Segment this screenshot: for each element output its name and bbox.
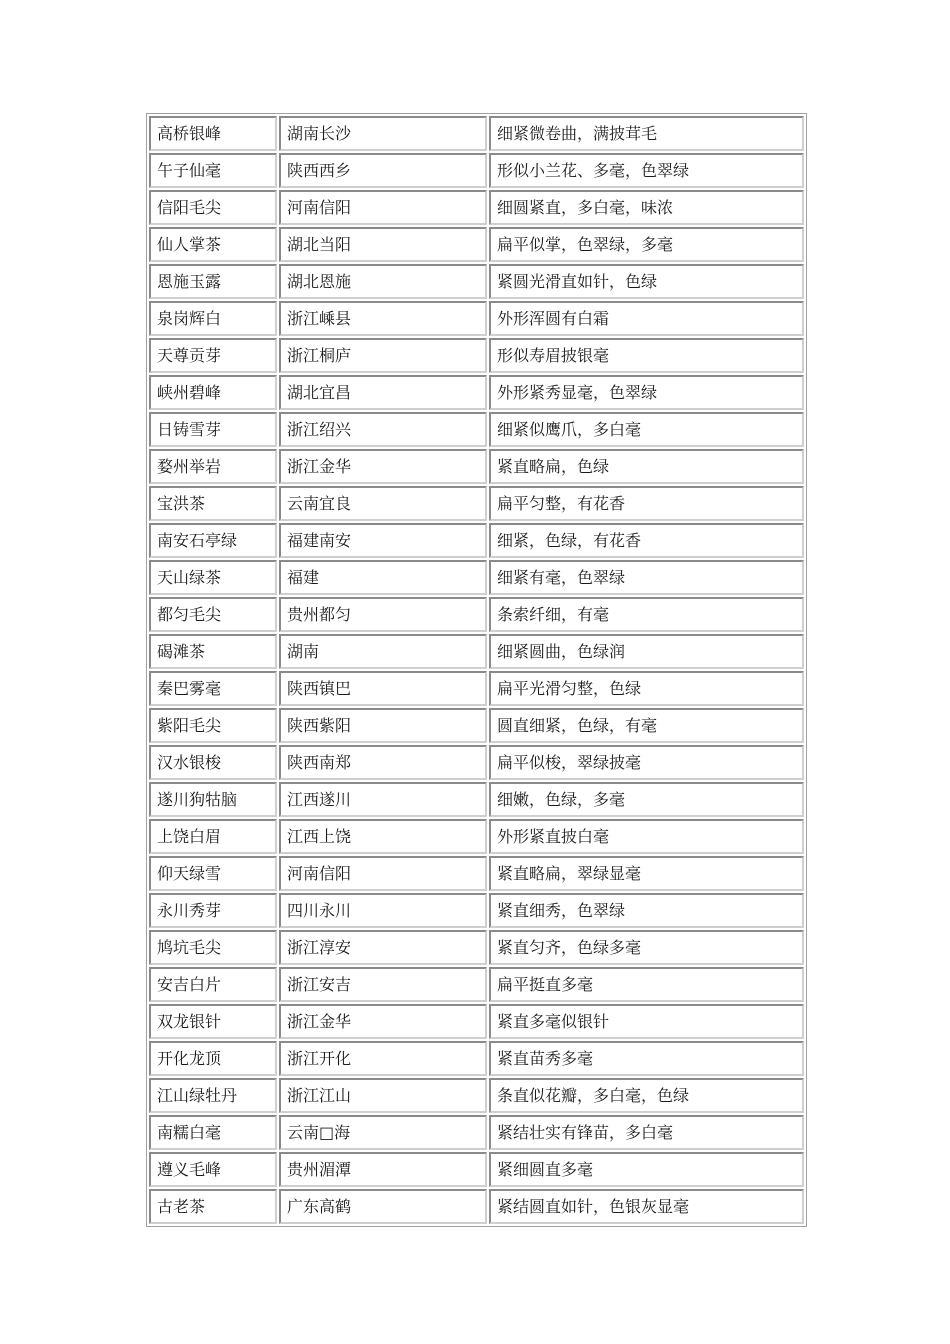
tea-name-cell: 遵义毛峰 [149, 1152, 277, 1187]
tea-origin-cell: 广东高鹤 [279, 1189, 487, 1224]
tea-origin-cell: 湖南 [279, 634, 487, 669]
tea-name-cell: 上饶白眉 [149, 819, 277, 854]
tea-description-cell: 扁平挺直多毫 [489, 967, 804, 1002]
tea-description-cell: 紧圆光滑直如针，色绿 [489, 264, 804, 299]
tea-description-cell: 紧细圆直多毫 [489, 1152, 804, 1187]
tea-name-cell: 永川秀芽 [149, 893, 277, 928]
tea-description-cell: 外形紧秀显毫，色翠绿 [489, 375, 804, 410]
tea-origin-cell: 河南信阳 [279, 190, 487, 225]
tea-name-cell: 鸠坑毛尖 [149, 930, 277, 965]
tea-origin-cell: 浙江安吉 [279, 967, 487, 1002]
table-row [149, 597, 804, 632]
tea-origin-cell: 陕西镇巴 [279, 671, 487, 706]
tea-origin-cell: 江西上饶 [279, 819, 487, 854]
tea-name-cell: 泉岗辉白 [149, 301, 277, 336]
tea-origin-cell: 福建南安 [279, 523, 487, 558]
table-row [149, 486, 804, 521]
table-row [149, 560, 804, 595]
tea-origin-cell: 四川永川 [279, 893, 487, 928]
tea-description-cell: 圆直细紧，色绿，有毫 [489, 708, 804, 743]
tea-description-cell: 紧直多毫似银针 [489, 1004, 804, 1039]
tea-origin-cell: 浙江淳安 [279, 930, 487, 965]
tea-name-cell: 双龙银针 [149, 1004, 277, 1039]
table-row [149, 634, 804, 669]
tea-description-cell: 紧直略扁，翠绿显毫 [489, 856, 804, 891]
tea-name-cell: 信阳毛尖 [149, 190, 277, 225]
table-row [149, 338, 804, 373]
tea-origin-cell: 陕西南郑 [279, 745, 487, 780]
tea-origin-cell: 云南宜良 [279, 486, 487, 521]
tea-name-cell: 汉水银梭 [149, 745, 277, 780]
tea-table [146, 113, 807, 1227]
tea-name-cell: 恩施玉露 [149, 264, 277, 299]
table-row [149, 708, 804, 743]
tea-name-cell: 峡州碧峰 [149, 375, 277, 410]
tea-origin-cell: 浙江金华 [279, 449, 487, 484]
tea-origin-cell: 云南□海 [279, 1115, 487, 1150]
tea-origin-cell: 福建 [279, 560, 487, 595]
tea-name-cell: 都匀毛尖 [149, 597, 277, 632]
tea-origin-cell: 陕西紫阳 [279, 708, 487, 743]
tea-origin-cell: 湖北当阳 [279, 227, 487, 262]
table-row [149, 967, 804, 1002]
tea-name-cell: 婺州举岩 [149, 449, 277, 484]
table-row [149, 856, 804, 891]
tea-description-cell: 扁平似掌，色翠绿，多毫 [489, 227, 804, 262]
tea-description-cell: 细圆紧直，多白毫，味浓 [489, 190, 804, 225]
tea-name-cell: 高桥银峰 [149, 116, 277, 151]
tea-description-cell: 紧直略扁，色绿 [489, 449, 804, 484]
tea-name-cell: 安吉白片 [149, 967, 277, 1002]
tea-description-cell: 细紧圆曲，色绿润 [489, 634, 804, 669]
tea-name-cell: 开化龙顶 [149, 1041, 277, 1076]
tea-name-cell: 南安石亭绿 [149, 523, 277, 558]
tea-description-cell: 紧直细秀，色翠绿 [489, 893, 804, 928]
table-row [149, 301, 804, 336]
tea-description-cell: 外形紧直披白毫 [489, 819, 804, 854]
tea-description-cell: 细紧，色绿，有花香 [489, 523, 804, 558]
tea-origin-cell: 河南信阳 [279, 856, 487, 891]
tea-description-cell: 细紧微卷曲，满披茸毛 [489, 116, 804, 151]
tea-description-cell: 条直似花瓣，多白毫，色绿 [489, 1078, 804, 1113]
table-row [149, 412, 804, 447]
tea-name-cell: 日铸雪芽 [149, 412, 277, 447]
table-row [149, 671, 804, 706]
tea-origin-cell: 湖北恩施 [279, 264, 487, 299]
table-row [149, 116, 804, 151]
table-row [149, 782, 804, 817]
tea-origin-cell: 浙江江山 [279, 1078, 487, 1113]
tea-name-cell: 仙人掌茶 [149, 227, 277, 262]
tea-name-cell: 天山绿茶 [149, 560, 277, 595]
tea-description-cell: 扁平匀整，有花香 [489, 486, 804, 521]
tea-origin-cell: 湖北宜昌 [279, 375, 487, 410]
tea-origin-cell: 浙江嵊县 [279, 301, 487, 336]
tea-name-cell: 宝洪茶 [149, 486, 277, 521]
table-row [149, 264, 804, 299]
table-row [149, 523, 804, 558]
tea-description-cell: 细嫩，色绿，多毫 [489, 782, 804, 817]
table-row [149, 153, 804, 188]
tea-origin-cell: 湖南长沙 [279, 116, 487, 151]
table-row [149, 1152, 804, 1187]
tea-name-cell: 秦巴雾毫 [149, 671, 277, 706]
tea-origin-cell: 江西遂川 [279, 782, 487, 817]
table-row [149, 1078, 804, 1113]
tea-name-cell: 碣滩茶 [149, 634, 277, 669]
table-row [149, 375, 804, 410]
tea-description-cell: 细紧有毫，色翠绿 [489, 560, 804, 595]
tea-name-cell: 江山绿牡丹 [149, 1078, 277, 1113]
table-row [149, 1189, 804, 1224]
tea-origin-cell: 贵州湄潭 [279, 1152, 487, 1187]
tea-origin-cell: 陕西西乡 [279, 153, 487, 188]
table-row [149, 190, 804, 225]
table-row [149, 449, 804, 484]
tea-origin-cell: 贵州都匀 [279, 597, 487, 632]
table-row [149, 1041, 804, 1076]
table-row [149, 745, 804, 780]
tea-description-cell: 细紧似鹰爪，多白毫 [489, 412, 804, 447]
table-row [149, 930, 804, 965]
tea-name-cell: 古老茶 [149, 1189, 277, 1224]
tea-description-cell: 紧直匀齐，色绿多毫 [489, 930, 804, 965]
tea-name-cell: 南糯白毫 [149, 1115, 277, 1150]
table-row [149, 1004, 804, 1039]
table-row [149, 819, 804, 854]
tea-name-cell: 午子仙毫 [149, 153, 277, 188]
tea-origin-cell: 浙江绍兴 [279, 412, 487, 447]
tea-name-cell: 仰天绿雪 [149, 856, 277, 891]
tea-table-body [149, 116, 804, 1224]
tea-description-cell: 紧结圆直如针，色银灰显毫 [489, 1189, 804, 1224]
tea-origin-cell: 浙江金华 [279, 1004, 487, 1039]
tea-description-cell: 形似寿眉披银毫 [489, 338, 804, 373]
tea-description-cell: 扁平光滑匀整，色绿 [489, 671, 804, 706]
tea-description-cell: 扁平似梭，翠绿披毫 [489, 745, 804, 780]
tea-description-cell: 紧结壮实有锋苗，多白毫 [489, 1115, 804, 1150]
table-row [149, 227, 804, 262]
tea-description-cell: 形似小兰花、多毫，色翠绿 [489, 153, 804, 188]
table-row [149, 893, 804, 928]
tea-origin-cell: 浙江开化 [279, 1041, 487, 1076]
tea-description-cell: 条索纤细，有毫 [489, 597, 804, 632]
tea-description-cell: 紧直苗秀多毫 [489, 1041, 804, 1076]
tea-name-cell: 遂川狗牯脑 [149, 782, 277, 817]
table-row [149, 1115, 804, 1150]
tea-description-cell: 外形浑圆有白霜 [489, 301, 804, 336]
tea-name-cell: 天尊贡芽 [149, 338, 277, 373]
tea-name-cell: 紫阳毛尖 [149, 708, 277, 743]
tea-origin-cell: 浙江桐庐 [279, 338, 487, 373]
